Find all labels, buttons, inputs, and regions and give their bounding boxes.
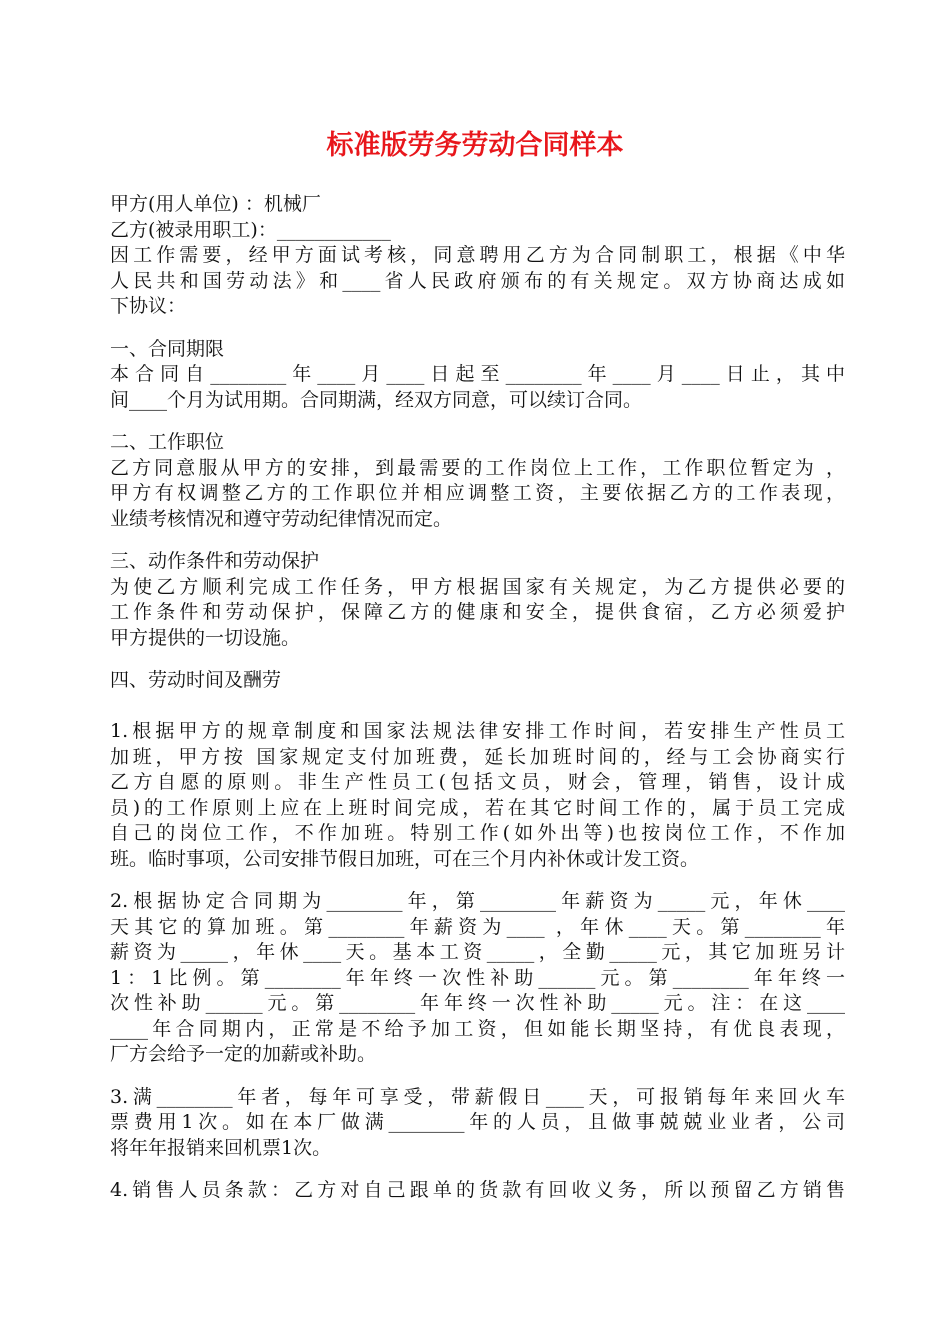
section-line: 工作条件和劳动保护，保障乙方的健康和安全，提供食宿，乙方必须爱护 — [110, 601, 845, 623]
section-line: 甲方有权调整乙方的工作职位并相应调整工资，主要依据乙方的工作表现， — [110, 482, 845, 504]
intro-line: 人民共和国劳动法》和____省人民政府颁布的有关规定。双方协商达成如 — [110, 269, 845, 292]
clause-1-line: 1.根据甲方的规章制度和国家法规法律安排工作时间，若安排生产性员工 — [110, 720, 845, 742]
paragraph-gap — [110, 1068, 845, 1085]
intro-line: 因工作需要，经甲方面试考核，同意聘用乙方为合同制职工，根据《中华 — [110, 244, 845, 266]
party-b-line: 乙方(被录用职工)：____________ — [110, 218, 391, 241]
section-line: 为使乙方顺利完成工作任务，甲方根据国家有关规定，为乙方提供必要的 — [110, 575, 845, 598]
clause-1-line: 自己的岗位工作，不作加班。特别工作(如外出等)也按岗位工作，不作加 — [110, 822, 845, 844]
clause-3-line: 将年年报销来回机票1次。 — [110, 1136, 332, 1159]
paragraph-gap — [110, 413, 845, 430]
clause-2-line: 次性补助______元。第________年年终一次性补助_____元。注：在这____ — [110, 992, 845, 1014]
clause-2-line: ____年合同期内，正常是不给予加工资，但如能长期坚持，有优良表现， — [110, 1017, 845, 1040]
document-title: 标准版劳务劳动合同样本 — [326, 130, 624, 161]
clause-2-line: 1：1比例。第________年年终一次性补助______元。第________年年终一 — [110, 966, 845, 989]
clause-4-line: 4.销售人员条款：乙方对自己跟单的货款有回收义务，所以预留乙方销售 — [110, 1179, 845, 1201]
section-heading-working-conditions: 三、动作条件和劳动保护 — [110, 550, 320, 572]
section-heading-job-position: 二、工作职位 — [110, 431, 225, 453]
clause-2-line: 厂方会给予一定的加薪或补助。 — [110, 1043, 377, 1065]
section-line: 甲方提供的一切设施。 — [110, 626, 301, 649]
clause-1-line: 员)的工作原则上应在上班时间完成，若在其它时间工作的，属于员工完成 — [110, 796, 845, 819]
section-line: 间____个月为试用期。合同期满，经双方同意，可以续订合同。 — [110, 388, 643, 411]
paragraph-gap — [110, 1161, 845, 1178]
section-heading-contract-term: 一、合同期限 — [110, 337, 225, 360]
clause-1-line: 加班，甲方按 国家规定支付加班费，延长加班时间的，经与工会协商实行 — [110, 745, 845, 768]
section-line: 本合同自________年____月____日起至________年____月____日止，其中 — [110, 363, 845, 385]
paragraph-gap — [110, 320, 845, 337]
clause-1-line: 班。临时事项，公司安排节假日加班，可在三个月内补休或计发工资。 — [110, 847, 700, 870]
document-body — [110, 192, 845, 1204]
section-line: 业绩考核情况和遵守劳动纪律情况而定。 — [110, 507, 453, 530]
paragraph-gap — [110, 694, 845, 720]
paragraph-gap — [110, 651, 845, 668]
paragraph-gap — [110, 872, 845, 889]
party-a-line: 甲方(用人单位) ：机械厂 — [110, 193, 321, 215]
paragraph-gap — [110, 532, 845, 549]
clause-2-line: 天其它的算加班。第________年薪资为____ ，年休____天。第________年 — [110, 915, 845, 938]
section-line: 乙方同意服从甲方的安排，到最需要的工作岗位上工作，工作职位暂定为 ， — [110, 456, 845, 479]
clause-3-line: 票费用1次。如在本厂做满________年的人员，且做事兢兢业业者，公司 — [110, 1111, 845, 1133]
intro-line: 下协议： — [110, 295, 187, 317]
clause-1-line: 乙方自愿的原则。非生产性员工(包括文员，财会，管理，销售，设计成 — [110, 771, 845, 793]
clause-3-line: 3.满________年者，每年可享受，带薪假日____天，可报销每年来回火车 — [110, 1085, 845, 1108]
clause-2-line: 2.根据协定合同期为________年，第________年薪资为_____元，年休____ — [110, 890, 845, 912]
clause-2-line: 薪资为_____，年休____天。基本工资_____，全勤_____元，其它加班另计 — [110, 941, 845, 963]
section-heading-working-hours-pay: 四、劳动时间及酬劳 — [110, 669, 282, 691]
